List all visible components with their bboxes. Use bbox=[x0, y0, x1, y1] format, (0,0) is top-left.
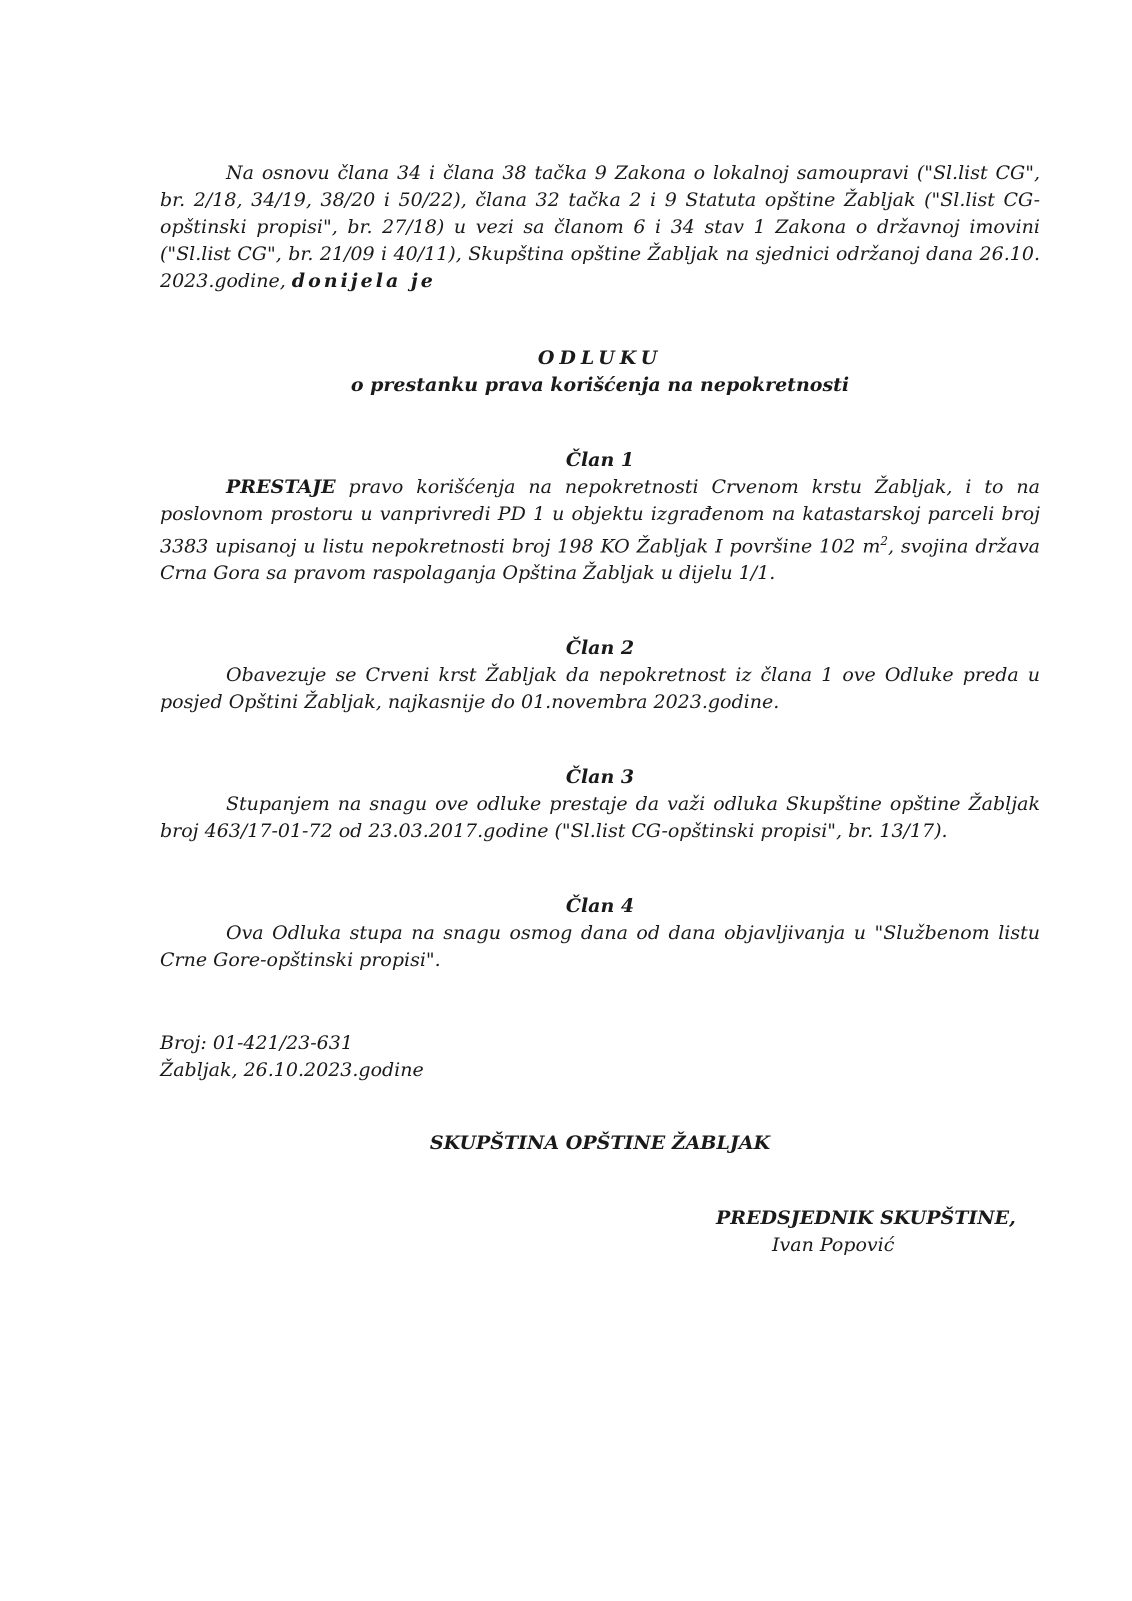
article-heading: Član 2 bbox=[565, 637, 635, 660]
article-lead: PRESTAJE bbox=[226, 476, 336, 498]
article-3 bbox=[160, 764, 1040, 845]
assembly-name: SKUPŠTINA OPŠTINE ŽABLJAK bbox=[429, 1132, 771, 1155]
signature-block bbox=[716, 1205, 1040, 1259]
preamble-emphasis: donijela je bbox=[291, 270, 436, 292]
article-text: Obavezuje se Crveni krst Žabljak da nepokretnost iz člana 1 ove Odluke preda u posjed Opštini Žabljak, najkasnije do 01.novembra 2023.godine. bbox=[160, 664, 1040, 714]
article-4 bbox=[160, 893, 1040, 974]
article-body: pravo korišćenja na nepokretnosti Crvenom krstu Žabljak, i to na poslovnom prostoru u vanprivredi PD 1 u objektu izgrađenom na katastarskoj parceli broj 3383 upisanoj u listu nepokretnosti broj 198 KO Žabljak I površine 102 m bbox=[160, 476, 1040, 558]
signature-name: Ivan Popović bbox=[772, 1234, 895, 1257]
article-text bbox=[160, 474, 1040, 587]
title-subtitle: o prestanku prava korišćenja na nepokretnosti bbox=[350, 374, 850, 396]
article-body-end: , svojina država Crna Gora sa pravom raspolaganja Opština Žabljak u dijelu 1/1. bbox=[160, 535, 1040, 585]
article-text: Stupanjem na snagu ove odluke prestaje da važi odluka Skupštine opštine Žabljak broj 463/17-01-72 od 23.03.2017.godine ("Sl.list CG-opštinski propisi", br. 13/17). bbox=[160, 793, 1040, 843]
superscript: 2 bbox=[880, 534, 889, 548]
document-meta bbox=[160, 1030, 1040, 1084]
title-main: ODLUKU bbox=[537, 347, 663, 369]
place-date: Žabljak, 26.10.2023.godine bbox=[160, 1059, 424, 1082]
document-number: Broj: 01-421/23-631 bbox=[160, 1032, 353, 1055]
preamble-text: Na osnovu člana 34 i člana 38 tačka 9 Zakona o lokalnoj samoupravi ("Sl.list CG", br. 2/18, 34/19, 38/20 i 50/22), člana 32 tačka 2 i 9 Statuta opštine Žabljak ("Sl.list CG-opštinski propisi", br. 27/18) u vezi sa članom 6 i 34 stav 1 Zakona o državnoj imovini ("Sl.list CG", br. 21/09 i 40/11), Skupština opštine Žabljak na sjednici održanoj dana 26.10. 2023.godine, bbox=[160, 162, 1040, 292]
article-heading: Član 1 bbox=[565, 449, 635, 471]
article-heading: Član 3 bbox=[565, 766, 635, 789]
document-title bbox=[160, 345, 1040, 399]
document-page bbox=[160, 160, 1040, 1259]
article-2 bbox=[160, 635, 1040, 716]
article-text: Ova Odluka stupa na snagu osmog dana od dana objavljivanja u "Službenom listu Crne Gore-opštinski propisi". bbox=[160, 922, 1040, 972]
article-1 bbox=[160, 447, 1040, 587]
preamble-paragraph bbox=[160, 160, 1040, 295]
article-heading: Član 4 bbox=[565, 895, 635, 918]
signature-role: PREDSJEDNIK SKUPŠTINE, bbox=[716, 1207, 1016, 1230]
